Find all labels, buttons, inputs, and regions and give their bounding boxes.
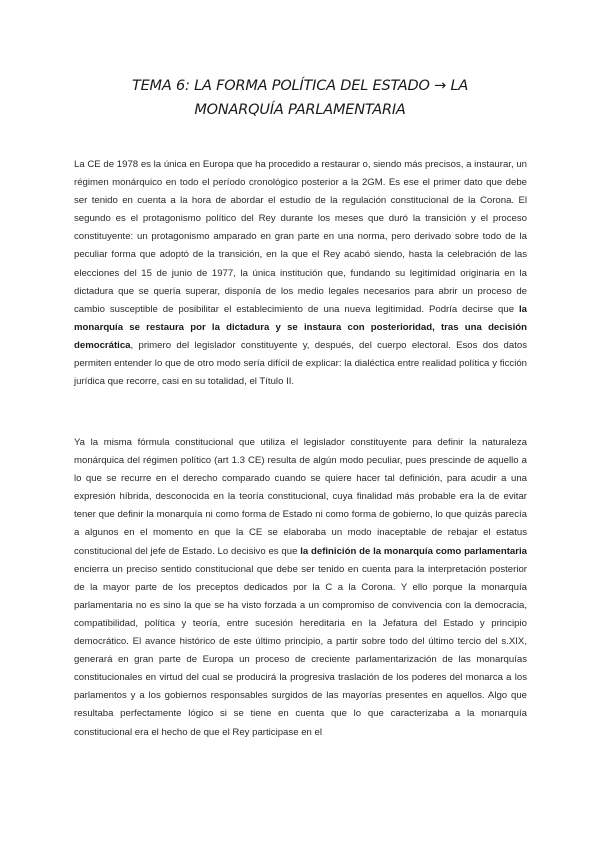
paragraph-2-text-b: encierra un preciso sentido constitucional que debe ser tenido en cuenta para la interpretación posterior de la mayor parte de los preceptos dedicados por la C a la Corona. Y ello porque la monarquía parlamentaria no es sino la que se ha visto forzada a un compromiso de convivencia con la democracia, compatibilidad, política y teoría, entre sucesión hereditaria en la Jefatura del Estado y principio democrático. El avance histórico de este último principio, a partir sobre todo del último tercio del s.XIX, generará en gran parte de Europa un proceso de creciente parlamentarización de las monarquías constitucionales en virtud del cual se producirá la progresiva traslación de los poderes del monarca a los parlamentos y a los gobiernos responsables surgidos de las mayorías presentes en aquellos. Algo que resultaba perfectamente lógico si se tiene en cuenta que lo que caracterizaba a la monarquía constitucional era el hecho de que el Rey participase en el xyxy=(74,563,527,738)
title-line-1: TEMA 6: LA FORMA POLÍTICA DEL ESTADO → LA xyxy=(131,78,469,94)
paragraph-1-text-b: , primero del legislador constituyente y, después, del cuerpo electoral. Esos dos datos permiten entender lo que de otro modo sería difícil de explicar: la dialéctica entre realidad política y ficción jurídica que recorre, casi en su totalidad, el Título II. xyxy=(74,339,527,388)
paragraph-2-bold: la definición de la monarquía como parlamentaria xyxy=(300,545,527,557)
title-line-2: MONARQUÍA PARLAMENTARIA xyxy=(194,102,406,118)
paragraph-2-text-a: Ya la misma fórmula constitucional que utiliza el legislador constituyente para definir la naturaleza monárquica del régimen político (art 1.3 CE) resulta de algún modo peculiar, pues prescinde de aquello a lo que se recurre en el derecho comparado cuando se quiere hacer tal definición, para acudir a una expresión híbrida, desconocida en la teoría constitucional, cuya finalidad más probable era la de evitar tener que definir la monarquía ni como forma de Estado ni como forma de gobierno, lo que quizás parecía a algunos en el momento en que la CE se elaboraba un modo inaceptable de rebajar el estatus constitucional del jefe de Estado. Lo decisivo es que xyxy=(74,437,527,557)
paragraph-1-text-a: La CE de 1978 es la única en Europa que ha procedido a restaurar o, siendo más precisos, a instaurar, un régimen monárquico en todo el período cronológico posterior a la 2GM. Es ese el primer dato que debe ser tenido en cuenta a la hora de abordar el estudio de la regulación constitucional de la Corona. El segundo es el protagonismo político del Rey durante los meses que duró la transición y el proceso constituyente: un protagonismo amparado en gran parte en una norma, pero derivado sobre todo de la peculiar forma que adoptó de la transición, en la que el Rey acabó siendo, hasta la celebración de las elecciones del 15 de junio de 1977, la única institución que, fundando su legitimidad originaria en la dictadura que se quería superar, disponía de los medio legales necesarios para abrir un proceso de cambio susceptible de posibilitar el establecimiento de una nueva legitimidad. Podría decirse que xyxy=(74,159,527,315)
page-title xyxy=(60,74,540,122)
paragraph-1-bold: la monarquía se restaura por la dictadura y se instaura con posterioridad, tras una decisión democrática xyxy=(74,303,527,351)
paragraph-2 xyxy=(74,434,527,742)
paragraph-1 xyxy=(74,156,527,391)
